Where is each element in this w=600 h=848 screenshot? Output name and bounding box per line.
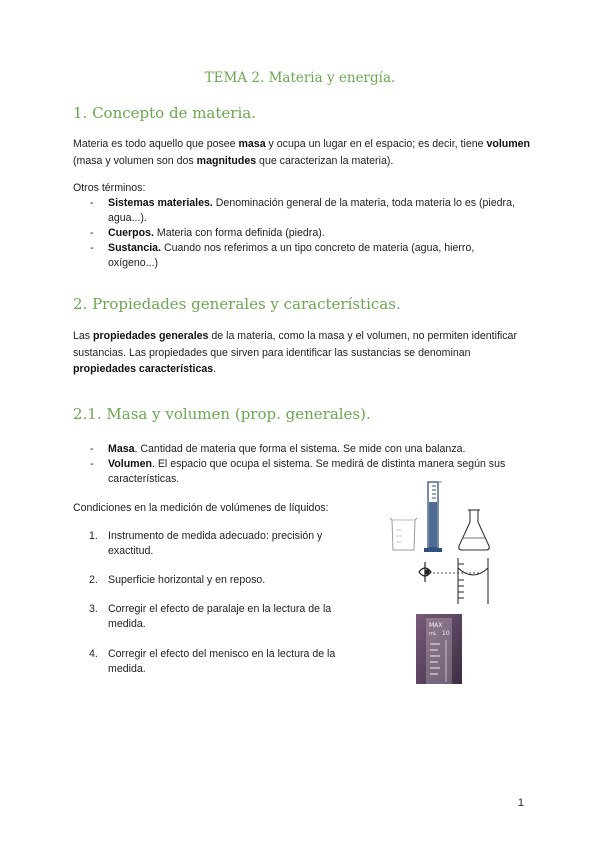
beaker-icon xyxy=(390,518,417,550)
list-item-text: Superficie horizontal y en reposo. xyxy=(108,574,266,586)
erlenmeyer-flask-icon xyxy=(459,510,489,550)
list-item-text xyxy=(108,442,523,457)
text-run: (masa y volumen son dos xyxy=(73,154,197,167)
bold-term: propiedades características xyxy=(73,363,214,375)
bold-term: Cuerpos. xyxy=(108,227,154,239)
bullet-dash: - xyxy=(90,227,94,239)
text-run: . xyxy=(213,363,217,375)
bullet-dash: - xyxy=(90,443,94,455)
text-run: Materia es todo aquello que posee xyxy=(73,138,239,150)
bold-term: magnitudes xyxy=(196,154,257,167)
list-number: 2. xyxy=(89,574,98,586)
parallax-illustration xyxy=(416,556,496,606)
photo-label-max: MAX xyxy=(429,622,443,629)
list-number: 1. xyxy=(89,530,98,542)
bold-term: Volumen xyxy=(108,458,152,470)
text-run: Las xyxy=(73,330,94,342)
bullet-dash: - xyxy=(90,197,94,209)
bold-term: propiedades generales xyxy=(93,330,209,342)
list-item-text xyxy=(108,196,523,226)
meniscus-icon xyxy=(458,558,488,604)
pipette-photo xyxy=(416,614,462,684)
bold-term: masa xyxy=(238,138,266,150)
section-heading-1: 1. Concepto de materia. xyxy=(73,104,256,122)
bullet-dash: - xyxy=(90,242,94,254)
list-number: 4. xyxy=(89,648,98,660)
paragraph-propiedades xyxy=(73,328,533,378)
page-number: 1 xyxy=(517,797,524,809)
text-run: Materia con forma definida (piedra). xyxy=(153,227,325,239)
photo-label-ten: 10 xyxy=(442,630,450,637)
list-item-text xyxy=(108,226,523,241)
text-run: de la materia, como la masa y el volumen, no permiten identificar sustancias. Las propiedades que sirven para identificar las sustancias se denominan xyxy=(73,330,517,359)
section-heading-2-1: 2.1. Masa y volumen (prop. generales). xyxy=(73,405,371,423)
text-run: Cuando nos referimos a un tipo concreto de materia (agua, hierro, oxígeno...) xyxy=(108,242,475,269)
bold-term: Sustancia. xyxy=(108,242,161,254)
list-item-text xyxy=(108,241,523,271)
list-item-text: Instrumento de medida adecuado: precisión y exactitud. xyxy=(108,530,323,557)
conditions-label: Condiciones en la medición de volúmenes de líquidos: xyxy=(73,502,329,514)
photo-label-ml: mL xyxy=(429,631,437,637)
bold-term: Sistemas materiales. xyxy=(108,197,213,209)
page-title: TEMA 2. Materia y energía. xyxy=(204,70,396,86)
bold-term: Masa xyxy=(108,443,135,455)
text-run: . Cantidad de materia que forma el sistema. Se mide con una balanza. xyxy=(134,443,466,455)
paragraph-materia xyxy=(73,136,533,169)
graduated-cylinder-icon xyxy=(424,482,442,552)
glassware-illustration xyxy=(384,480,494,554)
text-run: . El espacio que ocupa el sistema. Se medirá de distinta manera según sus características. xyxy=(108,458,506,485)
eye-icon xyxy=(419,562,431,582)
list-number: 3. xyxy=(89,603,98,615)
bullet-dash: - xyxy=(90,458,94,470)
text-run: que caracterizan la materia). xyxy=(256,154,394,167)
section-heading-2: 2. Propiedades generales y características. xyxy=(73,295,401,313)
others-label: Otros términos: xyxy=(73,182,146,194)
list-item-text: Corregir el efecto del menisco en la lectura de la medida. xyxy=(108,648,336,675)
list-item-text: Corregir el efecto de paralaje en la lectura de la medida. xyxy=(108,603,332,630)
text-run: Denominación general de la materia, toda materia lo es (piedra, agua...). xyxy=(108,197,515,224)
bold-term: volumen xyxy=(486,138,531,150)
text-run: y ocupa un lugar en el espacio; es decir, tiene xyxy=(265,138,487,150)
